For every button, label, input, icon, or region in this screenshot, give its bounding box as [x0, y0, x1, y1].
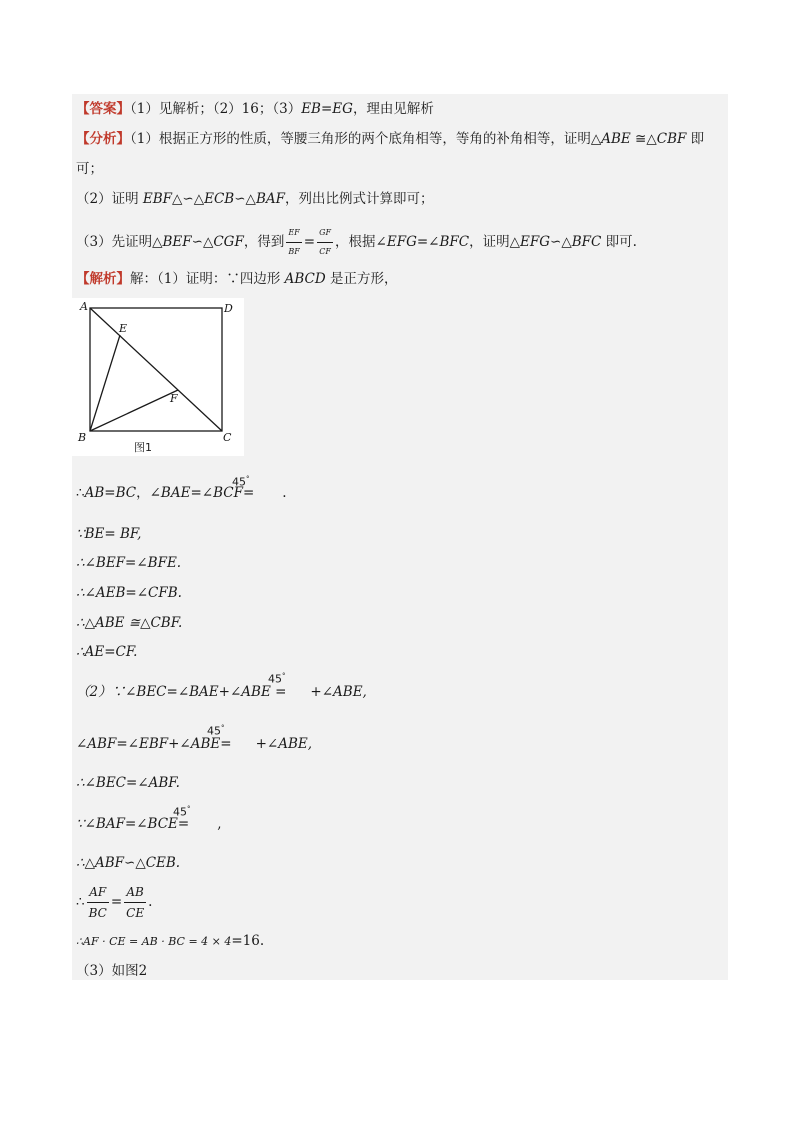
step-13: ∴AF · CE = AB · BC = 4 × 4=16. [76, 933, 265, 949]
step-3: ∴∠BEF=∠BFE. [76, 555, 182, 571]
square-diagram [72, 298, 244, 456]
label-c: C [223, 431, 232, 444]
label-e: E [119, 322, 128, 335]
answer-line: 【答案】（1）见解析；（2）16；（3）EB=EG，理由见解析 [76, 101, 434, 117]
degree-45-a: 45° [232, 475, 250, 489]
step-1: ∴AB=BC，∠BAE=∠BCF= . [76, 485, 287, 501]
step-10: ∵∠BAF=∠BCE= , [76, 816, 222, 832]
degree-45-c: 45° [207, 724, 225, 738]
step-6: ∴AE=CF. [76, 644, 138, 660]
fraction-ab-ce: $\frac{AB}{CE}$ [124, 882, 146, 923]
label-a: A [80, 300, 88, 313]
label-b: B [78, 431, 87, 444]
fraction-af-bc: $\frac{AF}{BC}$ [87, 882, 109, 923]
degree-45-d: 45° [173, 805, 191, 819]
fraction-ef-bf: $\frac{EF}{BF}$ [286, 224, 301, 261]
solution-tag: 【解析】 [76, 271, 130, 287]
step-2: ∵BE= BF, [76, 526, 142, 542]
label-f: F [170, 392, 178, 405]
step-7: （2）∵∠BEC=∠BAE+∠ABE = +∠ABE, [76, 684, 367, 700]
step-11: ∴△ABF∽△CEB. [76, 855, 181, 871]
step-5: ∴△ABE ≅△CBF. [76, 615, 183, 631]
analysis-line-3: （3）先证明△BEF∽△CGF，得到 $\frac{EF}{BF}$ = $\frac{GF}{CF}$ ，根据∠EFG=∠BFC，证明△EFG∽△BFC 即可. [76, 224, 637, 261]
analysis-line-1-cont: 可； [76, 161, 103, 177]
step-9: ∴∠BEC=∠ABF. [76, 775, 180, 791]
analysis-line-1: 【分析】（1）根据正方形的性质，等腰三角形的两个底角相等，等角的补角相等，证明△ABE ≅△CBF 即 [76, 131, 705, 147]
label-d: D [224, 302, 233, 315]
fraction-gf-cf: $\frac{GF}{CF}$ [317, 224, 333, 261]
figure-caption: 图1 [134, 441, 152, 454]
figure-1 [72, 298, 244, 456]
analysis-line-2: （2）证明 EBF△∽△ECB∽△BAF，列出比例式计算即可； [76, 191, 434, 207]
analysis-tag: 【分析】 [76, 131, 130, 147]
segment-bf [90, 390, 178, 431]
step-4: ∴∠AEB=∠CFB. [76, 585, 182, 601]
step-14: （3）如图2 [76, 963, 148, 979]
step-8: ∠ABF=∠EBF+∠ABE= +∠ABE, [76, 736, 313, 752]
answer-tag: 【答案】 [76, 101, 130, 117]
step-12: ∴ $\frac{AF}{BC}$ = $\frac{AB}{CE}$ . [76, 882, 152, 923]
segment-be [90, 335, 120, 431]
solution-intro: 【解析】解：（1）证明：∵四边形 ABCD 是正方形， [76, 271, 398, 287]
degree-45-b: 45° [268, 672, 286, 686]
